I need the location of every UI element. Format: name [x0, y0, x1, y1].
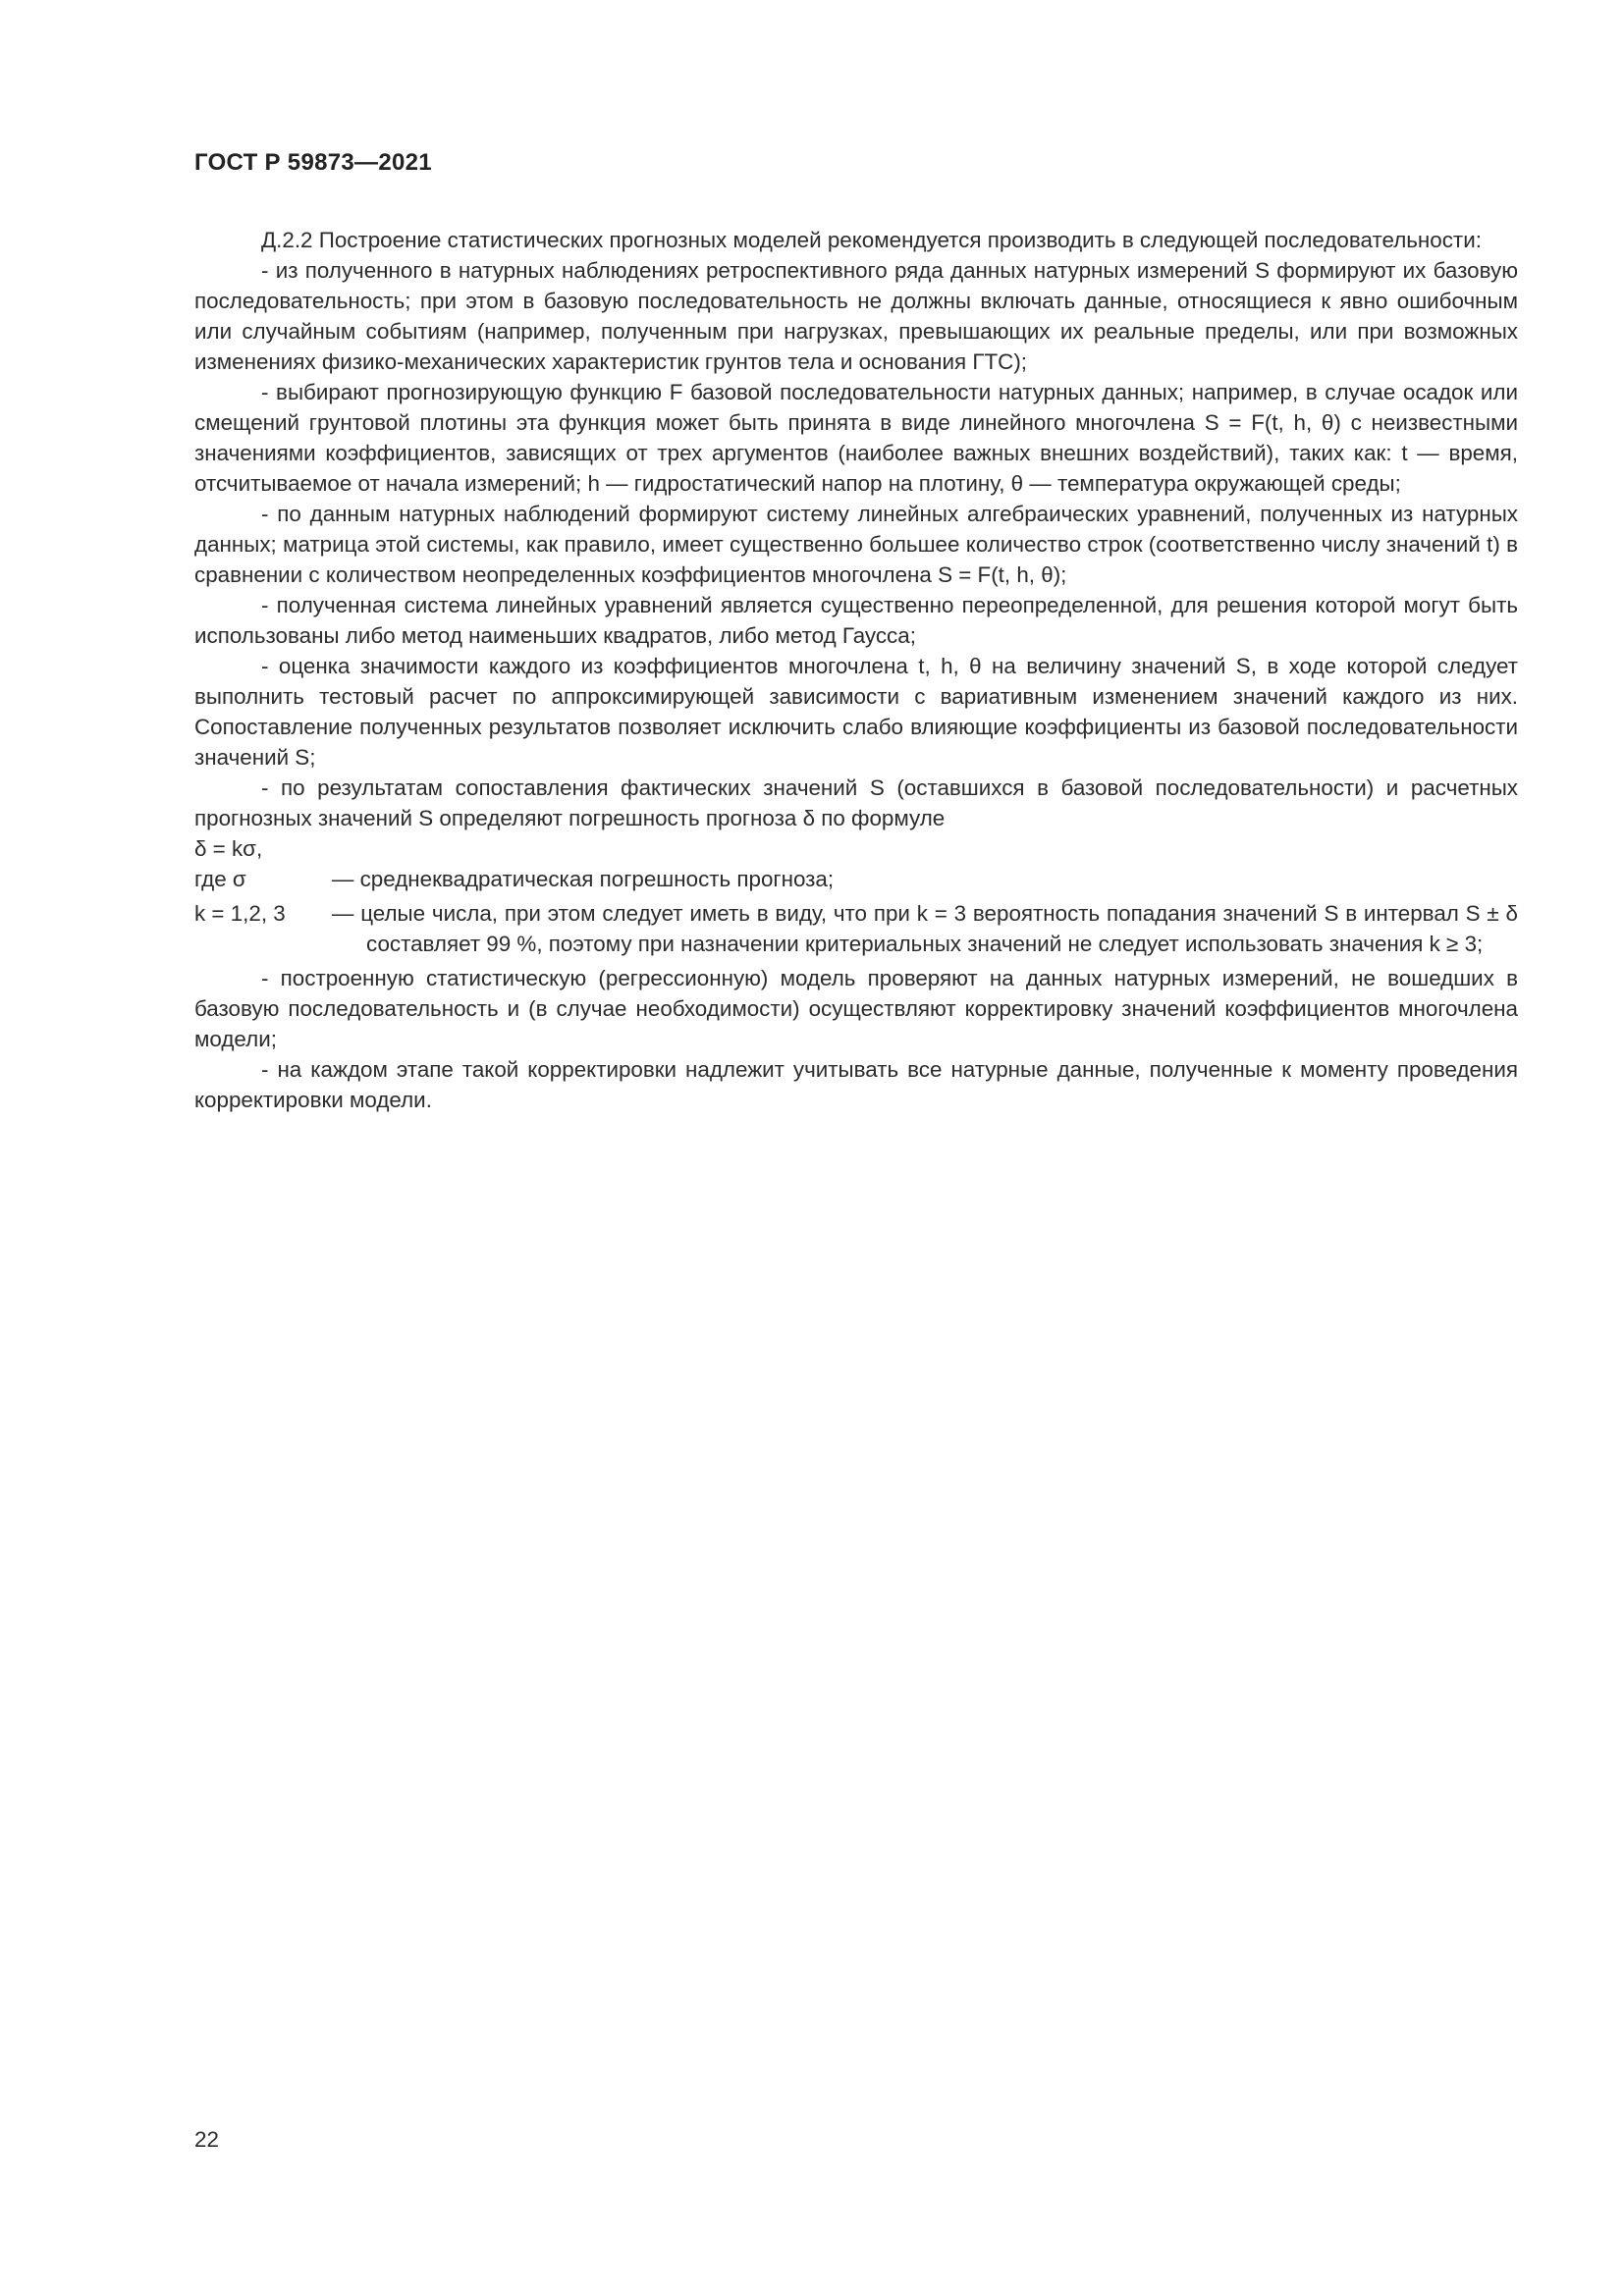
legend-symbol: где σ: [194, 867, 246, 891]
paragraph: - оценка значимости каждого из коэффициентов многочлена t, h, θ на величину значений S, в ходе которой следует выполнить тестовый расчет по аппроксимирующей зависимости с вариативным изменением значений каждого из них. Сопоставление полученных результатов позволяет исключить слабо влияющие коэффициенты из базовой последовательности значений S;: [194, 654, 1518, 770]
page-number: 22: [194, 2127, 219, 2152]
paragraph: - по результатам сопоставления фактических значений S (оставшихся в базовой последовательности) и расчетных прогнозных значений S определяют погрешность прогноза δ по формуле: [194, 775, 1518, 830]
paragraph: - полученная система линейных уравнений является существенно переопределенной, для решения которой могут быть использованы либо метод наименьших квадратов, либо метод Гаусса;: [194, 593, 1518, 648]
paragraph: - построенную статистическую (регрессионную) модель проверяют на данных натурных измерений, не вошедших в базовую последовательность и (в случае необходимости) осуществляют корректировку значений коэффициентов многочлена модели;: [194, 966, 1518, 1051]
page-header-title: ГОСТ Р 59873—2021: [194, 149, 432, 176]
legend-row: [194, 898, 1518, 959]
document-body: [194, 225, 1518, 1115]
paragraph: Д.2.2 Построение статистических прогнозных моделей рекомендуется производить в следующей последовательности:: [261, 228, 1482, 252]
legend-description: — среднеквадратическая погрешность прогноза;: [332, 867, 835, 891]
paragraph: - на каждом этапе такой корректировки надлежит учитывать все натурные данные, полученные к моменту проведения корректировки модели.: [194, 1057, 1518, 1112]
paragraph: - выбирают прогнозирующую функцию F базовой последовательности натурных данных; например, в случае осадок или смещений грунтовой плотины эта функция может быть принята в виде линейного многочлена S = F(t, h, θ) с неизвестными значениями коэффициентов, зависящих от трех аргументов (наиболее важных внешних воздействий), таких как: t — время, отсчитываемое от начала измерений; h — гидростатический напор на плотину, θ — температура окружающей среды;: [194, 380, 1518, 496]
paragraph: - из полученного в натурных наблюдениях ретроспективного ряда данных натурных измерений S формируют их базовую последовательность; при этом в базовую последовательность не должны включать данные, относящиеся к явно ошибочным или случайным событиям (например, полученным при нагрузках, превышающих их реальные пределы, или при возможных изменениях физико-механических характеристик грунтов тела и основания ГТС);: [194, 258, 1518, 374]
legend-symbol: k = 1,2, 3: [194, 901, 286, 926]
legend-description: — целые числа, при этом следует иметь в виду, что при k = 3 вероятность попадания значений S в интервал S ± δ составляет 99 %, поэтому при назначении критериальных значений не следует использовать значения k ≥ 3;: [332, 901, 1518, 956]
formula: δ = kσ,: [194, 836, 263, 861]
paragraph: - по данным натурных наблюдений формируют систему линейных алгебраических уравнений, полученных из натурных данных; матрица этой системы, как правило, имеет существенно большее количество строк (соответственно числу значений t) в сравнении с количеством неопределенных коэффициентов многочлена S = F(t, h, θ);: [194, 502, 1518, 587]
legend-row: [194, 864, 1518, 894]
